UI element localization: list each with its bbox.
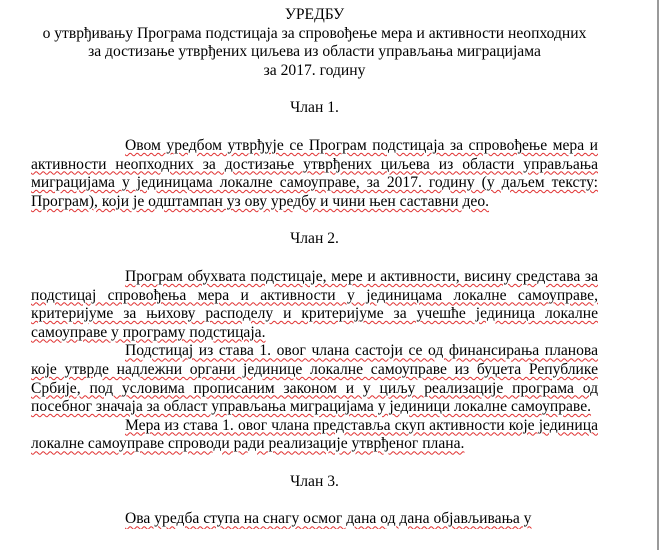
- article-2-heading: Члан 2.: [290, 230, 339, 248]
- document-title: [31, 6, 598, 80]
- article-2-paragraph-1: Програм обухвата подстицаје, мере и активности, висину средстава за подстицај спровођења мера и активности у јединицама локалне самоуправе, критеријуме за њихову расподелу и критеријуме за учешће јединица локалне самоуправе у програму подстицаја.: [31, 267, 598, 341]
- article-1-paragraph: Овом уредбом утврђује се Програм подстицаја за спровођење мера и активности неопходних за достизање утврђених циљева из области управљања миграцијама у јединицама локалне самоуправе, за 2017. годину (у даљем тексту: Програм), који је одштампан уз ову уредбу и чини њен саставни део.: [31, 136, 598, 210]
- article-2-paragraph-2: Подстицај из става 1. овог члана састоји се од финансирања планова које утврде надлежни органи јединице локалне самоуправе из буџета Републике Србије, под условима прописаним законом и у циљу реализације програма од посебног значаја за област управљања миграцијама у јединици локалне самоуправе.: [31, 342, 598, 416]
- title-line: за достизање утврђених циљева из области управљања миграцијама: [88, 43, 541, 61]
- article-2-paragraph-3: Мера из става 1. овог члана представља скуп активности које јединица локалне самоуправе спроводи ради реализације утврђеног плана.: [31, 416, 598, 453]
- title-line: УРЕДБУ: [284, 6, 345, 23]
- article-3-heading: Члан 3.: [290, 472, 339, 490]
- title-line: о утврђивању Програма подстицаја за спровођење мера и активности неопходних: [42, 24, 587, 42]
- document-page[interactable]: [31, 0, 598, 550]
- title-line: за 2017. годину: [263, 61, 366, 79]
- article-1-heading: Члан 1.: [290, 99, 339, 117]
- article-3-paragraph: Ова уредба ступа на снагу осмог дана од дана објављивања у: [125, 510, 532, 528]
